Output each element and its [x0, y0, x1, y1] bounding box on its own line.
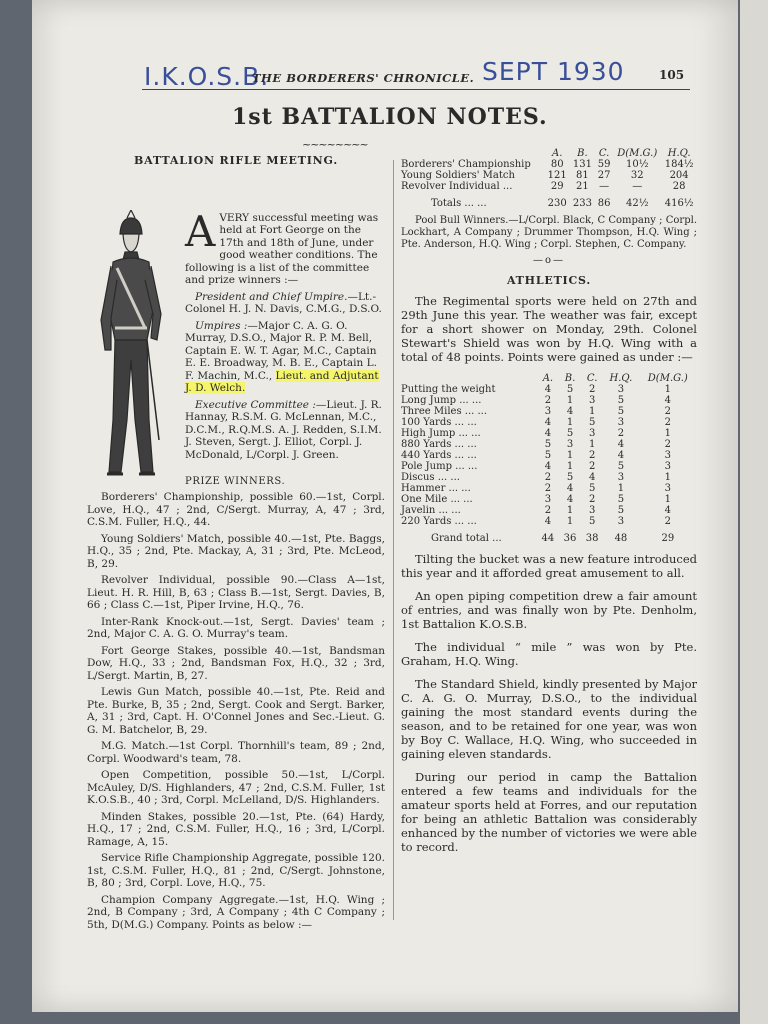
total-cell: 230: [547, 198, 567, 209]
table-cell: 5: [544, 438, 552, 450]
executive-committee-entry: Executive Committee :—Lieut. J. R. Hannay, R.S.M. G. McLennan, M.C., D.C.M., R.Q.M.S. A. J. Redden, S.I.M. J. Steven, Sergt. J. Elliot, Corpl. J. McDonald, L/Corpl. J. Green.: [185, 398, 382, 461]
table-cell: 2: [664, 416, 671, 428]
table-row: [401, 505, 697, 516]
table-cell: 27: [597, 170, 611, 181]
athletics-paragraphs: [401, 552, 697, 854]
section-separator: —o—: [532, 255, 566, 266]
table-cell: 3: [588, 427, 596, 439]
table-cell: 2: [544, 504, 552, 516]
athletics-paragraph: Tilting the bucket was a new feature introduced this year and it afforded great amusement to all.: [401, 551, 697, 580]
athletics-paragraph: The Standard Shield, kindly presented by Major C. A. G. O. Murray, D.S.O., to the individual gaining the most standard events during the season, and to be retained for one year, was won by Boy C. Wallace, H.Q. Wing, who succeeded in gaining eleven standards.: [401, 676, 697, 761]
header-rule: [142, 89, 690, 90]
prize-list: [87, 491, 385, 931]
table-row: [401, 428, 697, 439]
table-cell: 4: [617, 449, 625, 461]
table-row: [401, 450, 697, 461]
table-cell: 5: [617, 405, 625, 417]
table-cell: 3: [544, 493, 552, 505]
column-header: B.: [577, 148, 588, 159]
table-cell: 4: [566, 493, 574, 505]
table-cell: 4: [544, 383, 552, 395]
table-row: [401, 181, 697, 192]
table-cell: 2: [544, 394, 552, 406]
page-title: 1st BATTALION NOTES.: [232, 104, 548, 130]
totals-row: [401, 192, 697, 209]
table-cell: 5: [588, 515, 596, 527]
page-edge: [740, 0, 768, 1024]
table-cell: 4: [544, 427, 552, 439]
soldier-illustration-icon: [87, 210, 177, 485]
table-cell: 3: [617, 515, 625, 527]
row-label: 220 Yards ... ...: [401, 515, 477, 527]
row-label: Discus ... ...: [401, 471, 460, 483]
row-label: Revolver Individual ...: [401, 181, 513, 192]
table-cell: 1: [566, 394, 574, 406]
total-cell: 44: [541, 532, 555, 544]
table-cell: 121: [547, 170, 567, 181]
row-label: Young Soldiers' Match: [401, 170, 515, 181]
prize-entry: Lewis Gun Match, possible 40.—1st, Pte. Reid and Pte. Burke, B, 35 ; 2nd, Sergt. Cook and Sergt. Barker, A, 31 ; 3rd, Capt. H. O'Connel Jones and Sec.-Lieut. G. G. M. Batchelor, B, 29.: [87, 686, 385, 736]
row-label: Hammer ... ...: [401, 482, 471, 494]
prize-entry: Revolver Individual, possible 90.—Class A—1st, Lieut. H. R. Hill, B, 63 ; Class B.—1st, Sergt. Davies, B, 66 ; Class C.—1st, Piper Irvine, H.Q., 76.: [87, 574, 385, 611]
drop-cap: A: [185, 206, 216, 256]
table-cell: 4: [617, 438, 625, 450]
row-label: 100 Yards ... ...: [401, 416, 477, 428]
page-number: 105: [659, 68, 685, 82]
table-cell: 4: [664, 394, 671, 406]
table-cell: 3: [617, 471, 625, 483]
table-row: [401, 439, 697, 450]
table-cell: 2: [544, 471, 552, 483]
total-cell: 29: [661, 532, 675, 544]
table-cell: 2: [664, 515, 671, 527]
right-column: [401, 148, 697, 863]
table-cell: 1: [566, 416, 574, 428]
umpires-entry: Umpires :—Major C. A. G. O. Murray, D.S.O., Major R. P. M. Bell, Captain E. W. T. Agar, M.C., Captain E. E. Broadway, M. B. E., Captain L. F. Machin, M.C., Lieut. and Adjutant J. D. Welch.: [185, 319, 379, 394]
table-row: [401, 494, 697, 505]
totals-row: [401, 527, 697, 544]
intro-paragraph: VERY successful meeting was held at Fort George on the 17th and 18th of June, under good weather conditions. The following is a list of the committee and prize winners :—: [185, 211, 379, 286]
table-cell: 29: [550, 181, 564, 192]
table-row: [401, 472, 697, 483]
column-header: C.: [586, 372, 598, 384]
table-cell: 1: [566, 504, 574, 516]
total-cell: 86: [597, 198, 611, 209]
rifle-meeting-heading: BATTALION RIFLE MEETING.: [134, 154, 338, 167]
table-cell: 10½: [626, 159, 649, 170]
table-row: [401, 461, 697, 472]
table-cell: 5: [617, 460, 625, 472]
table-cell: 184½: [664, 159, 694, 170]
table-row: [401, 483, 697, 494]
table-cell: 3: [664, 482, 671, 494]
table-cell: 1: [617, 482, 625, 494]
page-header: [92, 52, 692, 92]
total-cell: 36: [563, 532, 577, 544]
handwritten-annotation-date: SEPT 1930: [482, 57, 625, 86]
row-label: 440 Yards ... ...: [401, 449, 477, 461]
table-cell: 28: [672, 181, 686, 192]
title-ornament: ~~~~~~~~: [302, 138, 368, 151]
prize-entry: Service Rifle Championship Aggregate, possible 120. 1st, C.S.M. Fuller, H.Q., 81 ; 2nd, C/Sergt. Johnstone, B, 80 ; 3rd, Corpl. Love, H.Q., 75.: [87, 852, 385, 889]
table-cell: 2: [544, 482, 552, 494]
athletics-paragraph: The individual “ mile ” was won by Pte. Graham, H.Q. Wing.: [401, 639, 697, 668]
table-cell: 3: [588, 504, 596, 516]
column-header: H.Q.: [609, 372, 633, 384]
table-cell: 2: [664, 405, 671, 417]
table-cell: 3: [566, 438, 574, 450]
table-cell: 4: [544, 416, 552, 428]
column-header: H.Q.: [667, 148, 691, 159]
total-cell: 416½: [664, 198, 694, 209]
table-cell: 59: [597, 159, 611, 170]
total-cell: 48: [614, 532, 628, 544]
total-cell: 233: [572, 198, 592, 209]
publication-title: THE BORDERERS' CHRONICLE.: [252, 71, 475, 85]
table-cell: 3: [617, 383, 625, 395]
row-label: High Jump ... ...: [401, 427, 481, 439]
table-cell: 5: [617, 504, 625, 516]
table-cell: 5: [566, 427, 574, 439]
table-row: [401, 406, 697, 417]
total-cell: 38: [585, 532, 599, 544]
handwritten-annotation-left: I.K.O.S.B.: [144, 62, 270, 91]
rifle-intro-text: [185, 206, 383, 462]
table-cell: 3: [617, 416, 625, 428]
table-cell: 131: [572, 159, 592, 170]
table-cell: 2: [588, 449, 596, 461]
athletics-table: [401, 373, 697, 544]
table-cell: 1: [588, 438, 596, 450]
row-label: Long Jump ... ...: [401, 394, 482, 406]
table-cell: 3: [588, 394, 596, 406]
row-label: 880 Yards ... ...: [401, 438, 477, 450]
row-label: One Mile ... ...: [401, 493, 473, 505]
table-cell: 1: [664, 383, 671, 395]
row-label: Pole Jump ... ...: [401, 460, 478, 472]
table-row: [401, 417, 697, 428]
book-page: [32, 0, 738, 1012]
table-row: [401, 384, 697, 395]
table-row: [401, 395, 697, 406]
table-cell: 1: [566, 515, 574, 527]
table-cell: 5: [617, 394, 625, 406]
prize-entry: M.G. Match.—1st Corpl. Thornhill's team, 89 ; 2nd, Corpl. Woodward's team, 78.: [87, 740, 385, 765]
column-header: A.: [542, 372, 554, 384]
column-header: D(M.G.): [647, 372, 688, 384]
table-cell: 2: [588, 493, 596, 505]
table-cell: 4: [544, 515, 552, 527]
prize-entry: Fort George Stakes, possible 40.—1st, Bandsman Dow, H.Q., 33 ; 2nd, Bandsman Fox, H.Q., 32 ; 3rd, L/Sergt. Martin, B, 27.: [87, 644, 385, 682]
table-cell: 2: [664, 438, 671, 450]
athletics-intro: The Regimental sports were held on 27th and 29th June this year. The weather was fair, except for a short shower on Monday, 29th. Colonel Stewart's Shield was won by H.Q. Wing with a total of 48 points. Points were gained as under :—: [401, 293, 697, 364]
table-cell: 1: [664, 427, 671, 439]
left-column: [87, 155, 385, 935]
prize-entry: Inter-Rank Knock-out.—1st, Sergt. Davies' team ; 2nd, Major C. A. G. O. Murray's team.: [87, 615, 385, 640]
table-cell: 2: [617, 427, 625, 439]
table-cell: 4: [544, 460, 552, 472]
table-cell: 3: [544, 405, 552, 417]
table-cell: 5: [588, 416, 596, 428]
table-cell: 1: [588, 405, 596, 417]
table-cell: 21: [576, 181, 589, 192]
row-label: Borderers' Championship: [401, 159, 531, 170]
table-cell: 81: [576, 170, 589, 181]
prize-entry: Borderers' Championship, possible 60.—1st, Corpl. Love, H.Q., 47 ; 2nd, C/Sergt. Murray, A, 47 ; 3rd, C.S.M. Fuller, H.Q., 44.: [87, 491, 385, 528]
table-cell: 5: [566, 471, 574, 483]
highlighted-text: Lieut. and Adjutant J. D. Welch.: [185, 369, 379, 394]
prize-entry: Minden Stakes, possible 20.—1st, Pte. (64) Hardy, H.Q., 17 ; 2nd, C.S.M. Fuller, H.Q., 16 ; 3rd, L/Corpl. Ramage, A, 15.: [87, 810, 385, 848]
aggregate-table: [401, 148, 697, 209]
totals-label: Grand total ...: [431, 532, 502, 544]
table-row: [401, 170, 697, 181]
rifle-intro-block: [87, 172, 385, 461]
table-cell: 3: [664, 449, 671, 461]
totals-label: Totals ... ...: [431, 198, 487, 209]
table-cell: 4: [664, 504, 671, 516]
prize-winners-heading: PRIZE WINNERS.: [185, 475, 286, 487]
column-header: C.: [598, 148, 610, 159]
table-cell: —: [599, 181, 610, 192]
table-cell: 5: [617, 493, 625, 505]
table-cell: 5: [588, 482, 596, 494]
athletics-paragraph: An open piping competition drew a fair amount of entries, and was finally won by Pte. Denholm, 1st Battalion K.O.S.B.: [401, 588, 697, 631]
table-row: [401, 159, 697, 170]
athletics-paragraph: During our period in camp the Battalion entered a few teams and individuals for the amateur sports held at Forres, and our reputation for being an athletic Battalion was considerably enhanced by the number of victories we were able to record.: [401, 769, 697, 854]
prize-entry: Champion Company Aggregate.—1st, H.Q. Wing ; 2nd, B Company ; 3rd, A Company ; 4th C Company ; 5th, D(M.G.) Company. Points as below :—: [87, 893, 385, 931]
table-cell: 1: [664, 493, 671, 505]
row-label: Javelin ... ...: [401, 504, 461, 516]
table-cell: 3: [664, 460, 671, 472]
column-header: D(M.G.): [617, 148, 658, 159]
table-cell: 1: [566, 449, 574, 461]
pool-bull-text: Pool Bull Winners.—L/Corpl. Black, C Company ; Corpl. Lockhart, A Company ; Drummer Thompson, H.Q. Wing ; Pte. Anderson, H.Q. Wing ; Corpl. Stephen, C. Company.: [401, 215, 697, 250]
table-cell: 4: [588, 471, 596, 483]
table-cell: 80: [550, 159, 564, 170]
table-cell: 5: [566, 383, 574, 395]
table-cell: 32: [630, 170, 644, 181]
table-cell: 204: [669, 170, 689, 181]
table-cell: 5: [544, 449, 552, 461]
table-cell: 4: [566, 482, 574, 494]
table-cell: 4: [566, 405, 574, 417]
table-cell: 1: [566, 460, 574, 472]
table-cell: —: [632, 181, 643, 192]
row-label: Three Miles ... ...: [401, 405, 488, 417]
row-label: Putting the weight: [401, 383, 496, 395]
column-header: A.: [552, 148, 563, 159]
president-entry: President and Chief Umpire.—Lt.-Colonel H. J. N. Davis, C.M.G., D.S.O.: [185, 290, 382, 315]
table-cell: 2: [588, 460, 596, 472]
column-header: B.: [564, 372, 576, 384]
prize-entry: Open Competition, possible 50.—1st, L/Corpl. McAuley, D/S. Highlanders, 47 ; 2nd, C.S.M. Fuller, 1st K.O.S.B., 40 ; 3rd, Corpl. McLelland, D/S. Highlanders.: [87, 769, 385, 806]
table-row: [401, 516, 697, 527]
table-cell: 1: [664, 471, 671, 483]
total-cell: 42½: [626, 198, 649, 209]
column-divider: [393, 160, 394, 920]
table-cell: 2: [588, 383, 596, 395]
athletics-heading: ATHLETICS.: [506, 273, 592, 287]
prize-entry: Young Soldiers' Match, possible 40.—1st, Pte. Baggs, H.Q., 35 ; 2nd, Pte. Mackay, A, 31 ; 3rd, Pte. McLeod, B, 29.: [87, 532, 385, 570]
